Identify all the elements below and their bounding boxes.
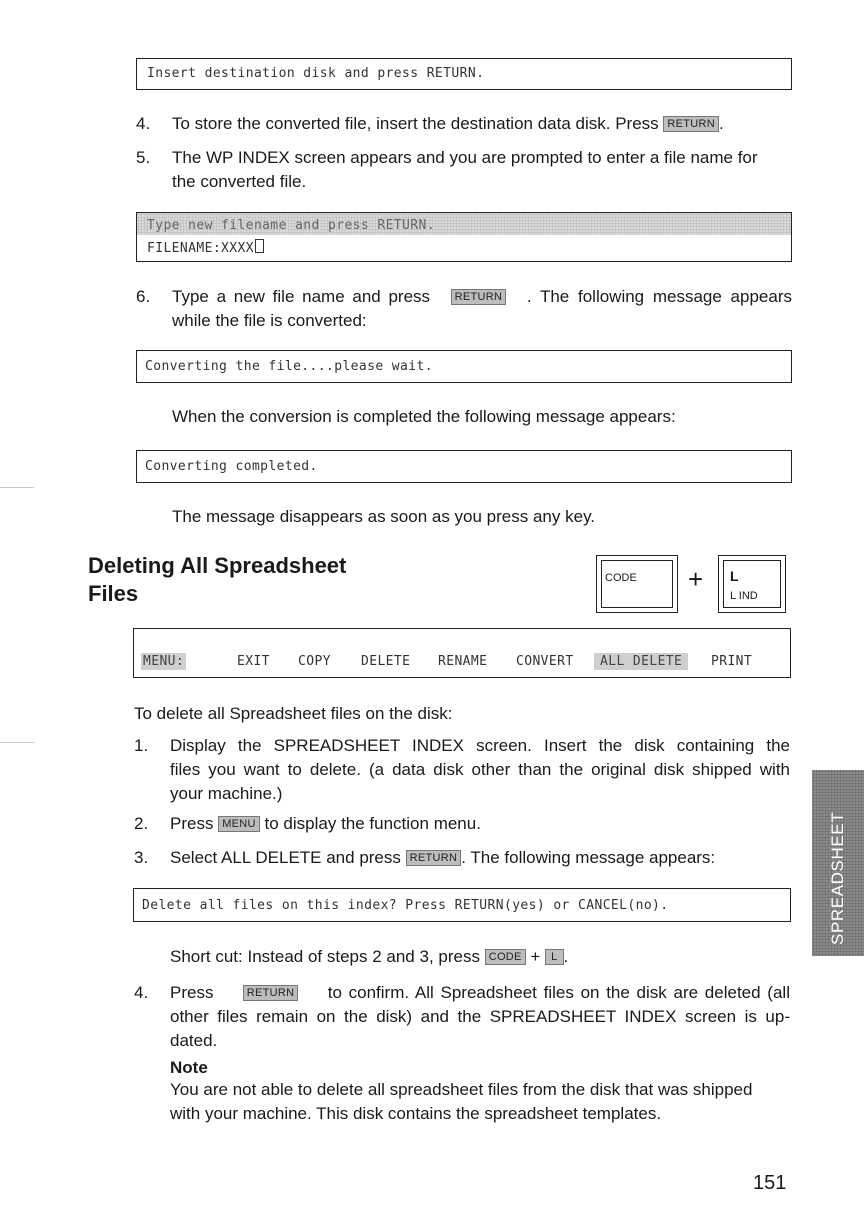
l-key: L [545,949,563,965]
return-key: RETURN [663,116,719,132]
menu-key: MENU [218,816,260,832]
return-key: RETURN [243,985,299,1001]
step-number: 5. [136,148,151,167]
step-text: Press MENU to display the function menu. [170,814,481,833]
return-key: RETURN [406,850,462,866]
page-number: 151 [753,1172,787,1194]
menu-item-print[interactable]: PRINT [711,654,753,669]
screen-filename-prompt [136,212,792,262]
paragraph: When the conversion is completed the following message appears: [172,407,676,426]
menu-item-delete[interactable]: DELETE [361,654,411,669]
note-text: You are not able to delete all spreadsheet files from the disk that was shipped with your machine. This disk contains the spreadsheet templates. [170,1080,753,1123]
note-heading: Note [170,1058,208,1077]
menu-item-convert[interactable]: CONVERT [516,654,574,669]
menu-bar-screen [133,628,791,678]
filename-field[interactable]: FILENAME:XXXX [147,239,264,256]
keycap-sublabel: L IND [730,590,758,602]
margin-mark [0,487,34,488]
screen-insert-disk [136,58,792,90]
screen-text: Converting the file....please wait. [145,359,433,374]
prompt-text: Type new filename and press RETURN. [147,218,435,233]
menu-label: MENU: [143,654,185,669]
code-keycap [596,555,678,613]
section-title: Deleting All Spreadsheet Files [88,553,347,606]
screen-delete-confirm [133,888,791,922]
step-text: To store the converted file, insert the destination data disk. Press RETURN . [172,114,724,133]
menu-item-all-delete[interactable]: ALL DELETE [594,653,688,670]
step-number: 4. [134,983,149,1002]
side-tab-label: SPREADSHEET [828,811,847,945]
plus-sign: + [688,564,704,594]
code-key: CODE [485,949,526,965]
step-number: 6. [136,287,151,306]
step-text: Display the SPREADSHEET INDEX screen. Insert the disk containing the files you want to delete. (a data disk other than the original disk shipped with your machine.) [170,736,790,803]
step-number: 3. [134,848,149,867]
screen-converting [136,350,792,383]
side-tab [812,770,864,956]
text-cursor [255,239,264,253]
step-number: 2. [134,814,149,833]
step-text: The WP INDEX screen appears and you are prompted to enter a file name for the converted file. [172,148,758,191]
step-number: 1. [134,736,149,755]
screen-text: Delete all files on this index? Press RETURN(yes) or CANCEL(no). [142,898,669,913]
keycap-label: L [730,568,739,584]
keycap-label: CODE [605,572,637,584]
shortcut-text: Short cut: Instead of steps 2 and 3, press CODE + L . [170,947,569,966]
step-number: 4. [136,114,151,133]
screen-text: Insert destination disk and press RETURN. [147,66,485,81]
intro-text: To delete all Spreadsheet files on the disk: [134,704,453,723]
l-keycap [718,555,786,613]
menu-item-copy[interactable]: COPY [298,654,331,669]
step-text: Select ALL DELETE and press RETURN . The following message appears: [170,848,716,867]
margin-mark [0,742,34,743]
step-text: Press RETURN to confirm. All Spreadsheet files on the disk are deleted (all other files remain on the disk) and the SPREADSHEET INDEX screen is up- dated. [170,983,790,1050]
menu-item-rename[interactable]: RENAME [438,654,488,669]
step-text: Type a new file name and press RETURN . The following message appears while the file is converted: [172,287,792,330]
menu-item-exit[interactable]: EXIT [237,654,270,669]
screen-text: Converting completed. [145,459,318,474]
return-key: RETURN [451,289,507,305]
screen-completed [136,450,792,483]
paragraph: The message disappears as soon as you press any key. [172,507,596,526]
